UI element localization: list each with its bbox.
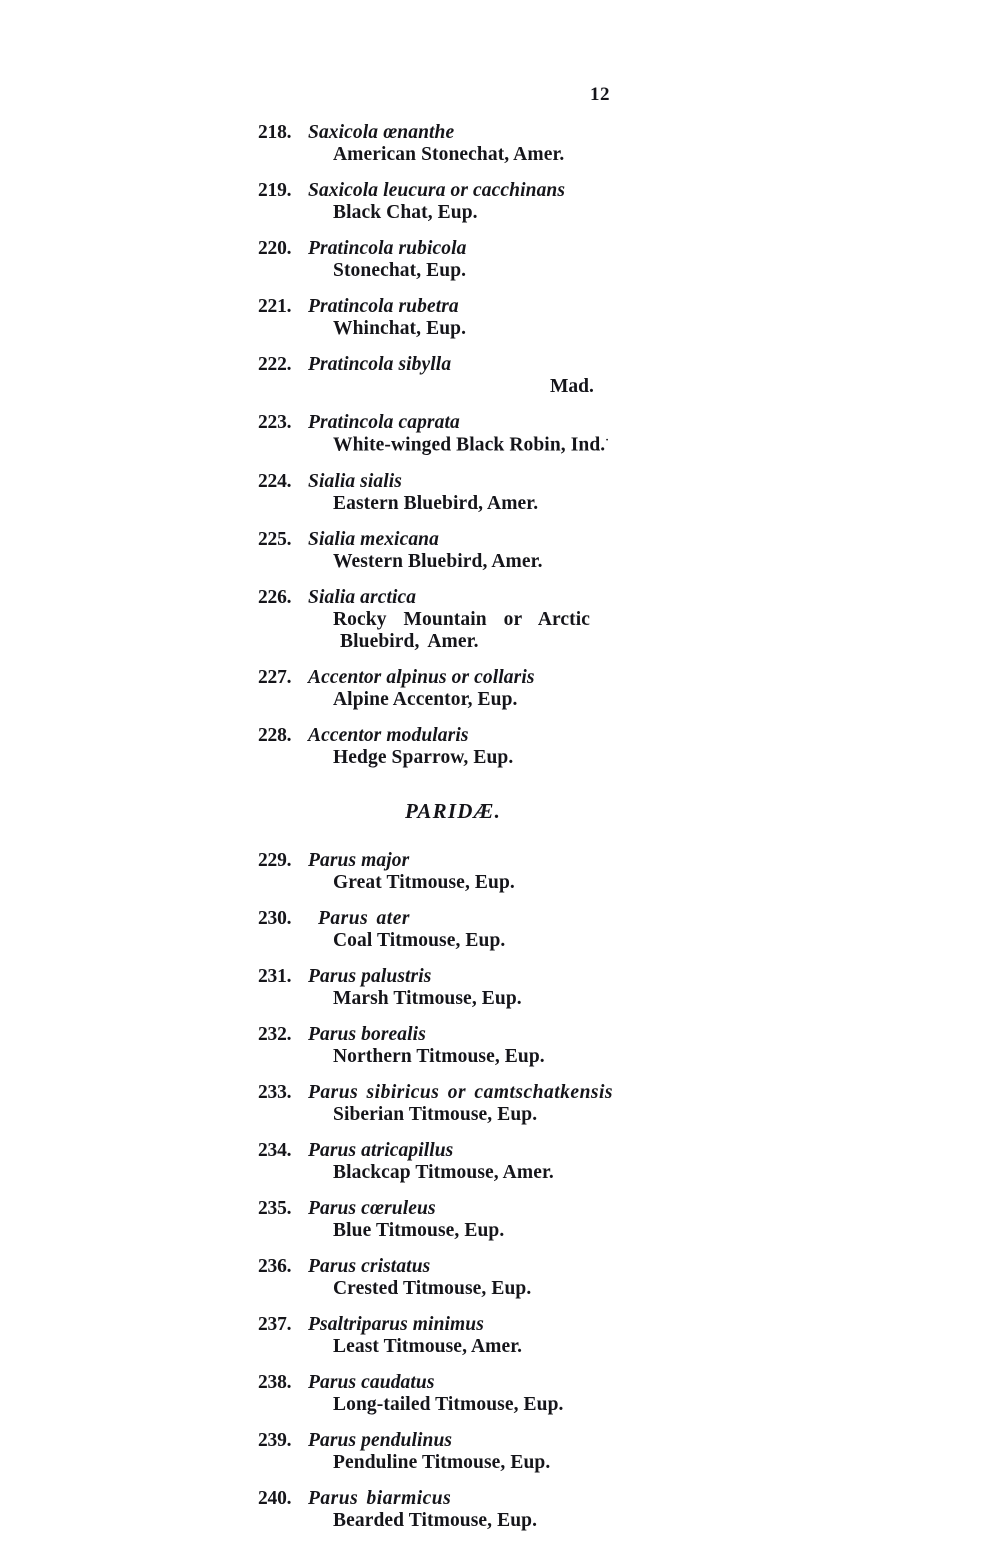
species-entry	[258, 908, 658, 952]
entry-header-line	[258, 296, 658, 318]
species-entry	[258, 471, 658, 515]
scientific-name: Parus cristatus	[308, 1255, 431, 1277]
species-entry	[258, 354, 658, 398]
common-name: Blue Titmouse, Eup.	[333, 1219, 505, 1241]
species-entry	[258, 1082, 658, 1126]
species-entry	[258, 529, 658, 573]
species-entry	[258, 1430, 658, 1474]
scientific-name: Sialia mexicana	[308, 528, 439, 550]
entry-header-line	[258, 725, 658, 747]
scientific-name: Parus caudatus	[308, 1371, 435, 1393]
region-abbreviation: Mad.	[550, 376, 594, 397]
scientific-name: Saxicola leucura or cacchinans	[308, 180, 566, 201]
scientific-name: Parus atricapillus	[308, 1139, 454, 1161]
entry-number: 238.	[258, 1371, 292, 1393]
entry-number: 225.	[258, 528, 292, 550]
species-entry	[258, 1488, 658, 1532]
common-name: Long-tailed Titmouse, Eup.	[333, 1393, 564, 1415]
entry-header-line	[258, 238, 658, 260]
family-heading-paridae: PARIDÆ.	[404, 798, 502, 823]
entry-header-line	[258, 1314, 658, 1336]
entry-header-line	[258, 1256, 658, 1278]
scientific-name: Psaltriparus minimus	[308, 1313, 484, 1335]
species-entry	[258, 1372, 658, 1416]
entry-number: 220.	[258, 238, 292, 259]
entry-number: 240.	[258, 1487, 292, 1509]
entry-number: 234.	[258, 1139, 292, 1161]
species-entry	[258, 1256, 658, 1300]
entry-number: 232.	[258, 1023, 292, 1045]
common-name: Hedge Sparrow, Eup.	[333, 746, 514, 768]
entry-header-line	[258, 529, 658, 551]
common-name: Alpine Accentor, Eup.	[333, 688, 518, 710]
entry-header-line	[258, 1024, 658, 1046]
common-name: American Stonechat, Amer.	[333, 144, 565, 165]
species-entry	[258, 296, 658, 340]
species-entry	[258, 587, 658, 653]
scientific-name: Saxicola œnanthe	[308, 122, 455, 143]
entry-number: 236.	[258, 1255, 292, 1277]
common-name: Crested Titmouse, Eup.	[333, 1277, 532, 1299]
entry-number: 223.	[258, 412, 292, 433]
scientific-name: Pratincola sibylla	[308, 354, 452, 375]
entry-number: 224.	[258, 470, 292, 492]
entry-header-line	[258, 908, 658, 930]
species-entry	[258, 1024, 658, 1068]
page-number: 12	[590, 84, 610, 105]
entry-header-line	[258, 122, 658, 144]
entry-number: 221.	[258, 296, 292, 317]
entry-header-line	[258, 1372, 658, 1394]
entry-number: 228.	[258, 724, 292, 746]
scientific-name: Accentor modularis	[308, 724, 469, 746]
scientific-name: Parus biarmicus	[308, 1487, 452, 1509]
common-name: Least Titmouse, Amer.	[333, 1335, 523, 1357]
entry-number: 219.	[258, 180, 292, 201]
species-entry	[258, 850, 658, 894]
scientific-name: Parus cœruleus	[308, 1197, 436, 1219]
entry-number: 235.	[258, 1197, 292, 1219]
entry-number: 231.	[258, 965, 292, 987]
scientific-name: Pratincola rubicola	[308, 238, 467, 259]
entry-header-line	[258, 1140, 658, 1162]
scientific-name: Parus pendulinus	[308, 1429, 453, 1451]
species-entry	[258, 667, 658, 711]
entry-number: 227.	[258, 666, 292, 688]
species-entry	[258, 180, 658, 224]
scientific-name: Parus palustris	[308, 965, 432, 987]
species-group-turdidae	[258, 122, 658, 769]
entry-number: 218.	[258, 122, 292, 143]
common-name: Northern Titmouse, Eup.	[333, 1045, 545, 1067]
common-name: Siberian Titmouse, Eup.	[333, 1103, 538, 1125]
species-entry	[258, 238, 658, 282]
scientific-name: Parus sibiricus or camtschatkensis	[308, 1081, 614, 1103]
scientific-name: Parus major	[308, 849, 410, 871]
species-entry	[258, 122, 658, 166]
scientific-name: Pratincola rubetra	[308, 296, 459, 317]
scientific-name: Pratincola caprata	[308, 412, 460, 433]
common-name: Western Bluebird, Amer.	[333, 550, 543, 572]
species-entry	[258, 966, 658, 1010]
entry-number: 229.	[258, 849, 292, 871]
entry-header-line	[258, 354, 658, 376]
common-name: Great Titmouse, Eup.	[333, 871, 515, 893]
species-group-paridae	[258, 850, 658, 1532]
common-name: Eastern Bluebird, Amer.	[333, 492, 539, 514]
common-name: Stonechat, Eup.	[333, 260, 467, 281]
entry-header-line	[258, 587, 658, 609]
common-name: Whinchat, Eup.	[333, 318, 467, 339]
species-entry	[258, 725, 658, 769]
species-entry	[258, 412, 658, 457]
species-entry	[258, 1140, 658, 1184]
common-name: Blackcap Titmouse, Amer.	[333, 1161, 554, 1183]
entry-header-line	[258, 850, 658, 872]
entry-header-line	[258, 966, 658, 988]
entry-header-line	[258, 180, 658, 202]
entry-header-line	[258, 1082, 658, 1104]
scientific-name: Parus ater	[318, 907, 410, 929]
scientific-name: Accentor alpinus or collaris	[308, 666, 535, 688]
entry-number: 233.	[258, 1081, 292, 1103]
species-entry	[258, 1198, 658, 1242]
entry-header-line	[258, 1198, 658, 1220]
entry-number: 237.	[258, 1313, 292, 1335]
common-name: Coal Titmouse, Eup.	[333, 929, 506, 951]
entry-header-line	[258, 471, 658, 493]
abbreviation-mark: ·	[605, 434, 610, 446]
common-name: Black Chat, Eup.	[333, 202, 478, 223]
species-entry	[258, 1314, 658, 1358]
scientific-name: Parus borealis	[308, 1023, 426, 1045]
entry-header-line	[258, 1430, 658, 1452]
common-name: Marsh Titmouse, Eup.	[333, 987, 522, 1009]
entry-number: 222.	[258, 354, 292, 375]
species-list	[258, 122, 658, 1546]
entry-header-line	[258, 667, 658, 689]
common-name-continuation: Bluebird, Amer.	[340, 630, 479, 652]
entry-number: 239.	[258, 1429, 292, 1451]
scientific-name: Sialia sialis	[308, 470, 402, 492]
common-name: Bearded Titmouse, Eup.	[333, 1509, 538, 1531]
entry-number: 230.	[258, 907, 292, 929]
common-name: White-winged Black Robin, Ind.·	[333, 434, 610, 456]
entry-header-line	[258, 412, 658, 434]
scientific-name: Sialia arctica	[308, 586, 417, 608]
common-name: Rocky Mountain or Arctic	[333, 608, 591, 630]
entry-header-line	[258, 1488, 658, 1510]
entry-number: 226.	[258, 586, 292, 608]
common-name: Penduline Titmouse, Eup.	[333, 1451, 551, 1473]
